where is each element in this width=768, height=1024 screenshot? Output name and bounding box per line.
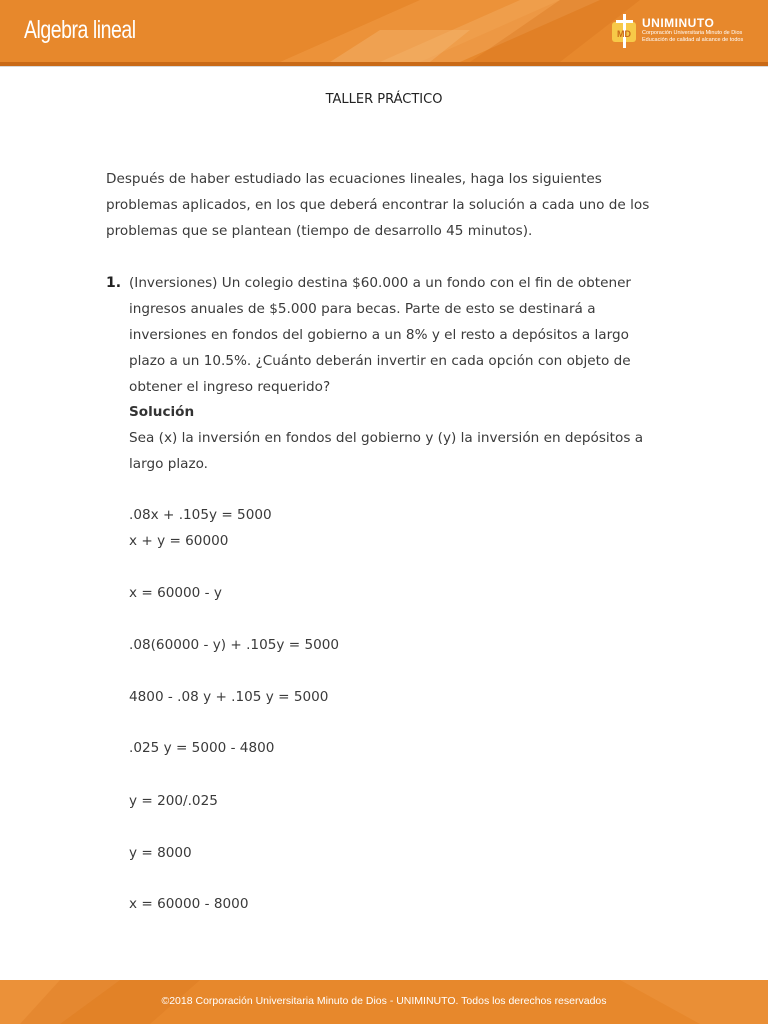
logo-subtitle-1: Corporación Universitaria Minuto de Dios — [642, 30, 743, 36]
copyright-text: ©2018 Corporación Universitaria Minuto de Dios - UNIMINUTO. Todos los derechos reservados — [161, 995, 607, 1007]
header-divider — [0, 66, 768, 67]
page-footer — [0, 980, 768, 1024]
uniminuto-logo — [612, 12, 742, 52]
logo-subtitle-2: Educación de calidad al alcance de todos — [642, 37, 744, 43]
equation-line: .08x + .105y = 5000 — [129, 507, 272, 523]
problem-statement: (Inversiones) Un colegio destina $60.000 a un fondo con el fin de obtener ingresos anuales de $5.000 para becas. Parte de esto se destinará a inversiones en fondos del gobierno a un 8% y el resto a depósitos a largo plazo a un 10.5%. ¿Cuánto deberán invertir en cada opción con objeto de obtener el ingreso requerido? — [129, 275, 632, 395]
equation-line: y = 8000 — [129, 845, 192, 861]
equation-line: 4800 - .08 y + .105 y = 5000 — [129, 689, 329, 705]
problem-number: 1. — [106, 275, 122, 291]
solution-text: Sea (x) la inversión en fondos del gobierno y (y) la inversión en depósitos a largo plazo. — [129, 430, 644, 472]
intro-paragraph: Después de haber estudiado las ecuaciones lineales, haga los siguientes problemas aplicados, en los que deberá encontrar la solución a cada uno de los problemas que se plantean (tiempo de desarrollo 45 minutos). — [106, 171, 650, 239]
equation-line: .025 y = 5000 - 4800 — [129, 740, 275, 756]
logo-mark-icon — [612, 14, 638, 48]
equation-line: x + y = 60000 — [129, 533, 229, 549]
logo-name: UNIMINUTO — [642, 16, 715, 30]
equation-line: x = 60000 - y — [129, 585, 222, 601]
course-title: Algebra lineal — [24, 16, 136, 44]
equation-line: y = 200/.025 — [129, 793, 218, 809]
page-header — [0, 0, 768, 62]
equation-line: x = 60000 - 8000 — [129, 896, 249, 912]
svg-text:MD: MD — [617, 29, 631, 39]
equation-line: .08(60000 - y) + .105y = 5000 — [129, 637, 340, 653]
document-title: TALLER PRÁCTICO — [325, 92, 443, 107]
solution-heading: Solución — [129, 404, 195, 420]
